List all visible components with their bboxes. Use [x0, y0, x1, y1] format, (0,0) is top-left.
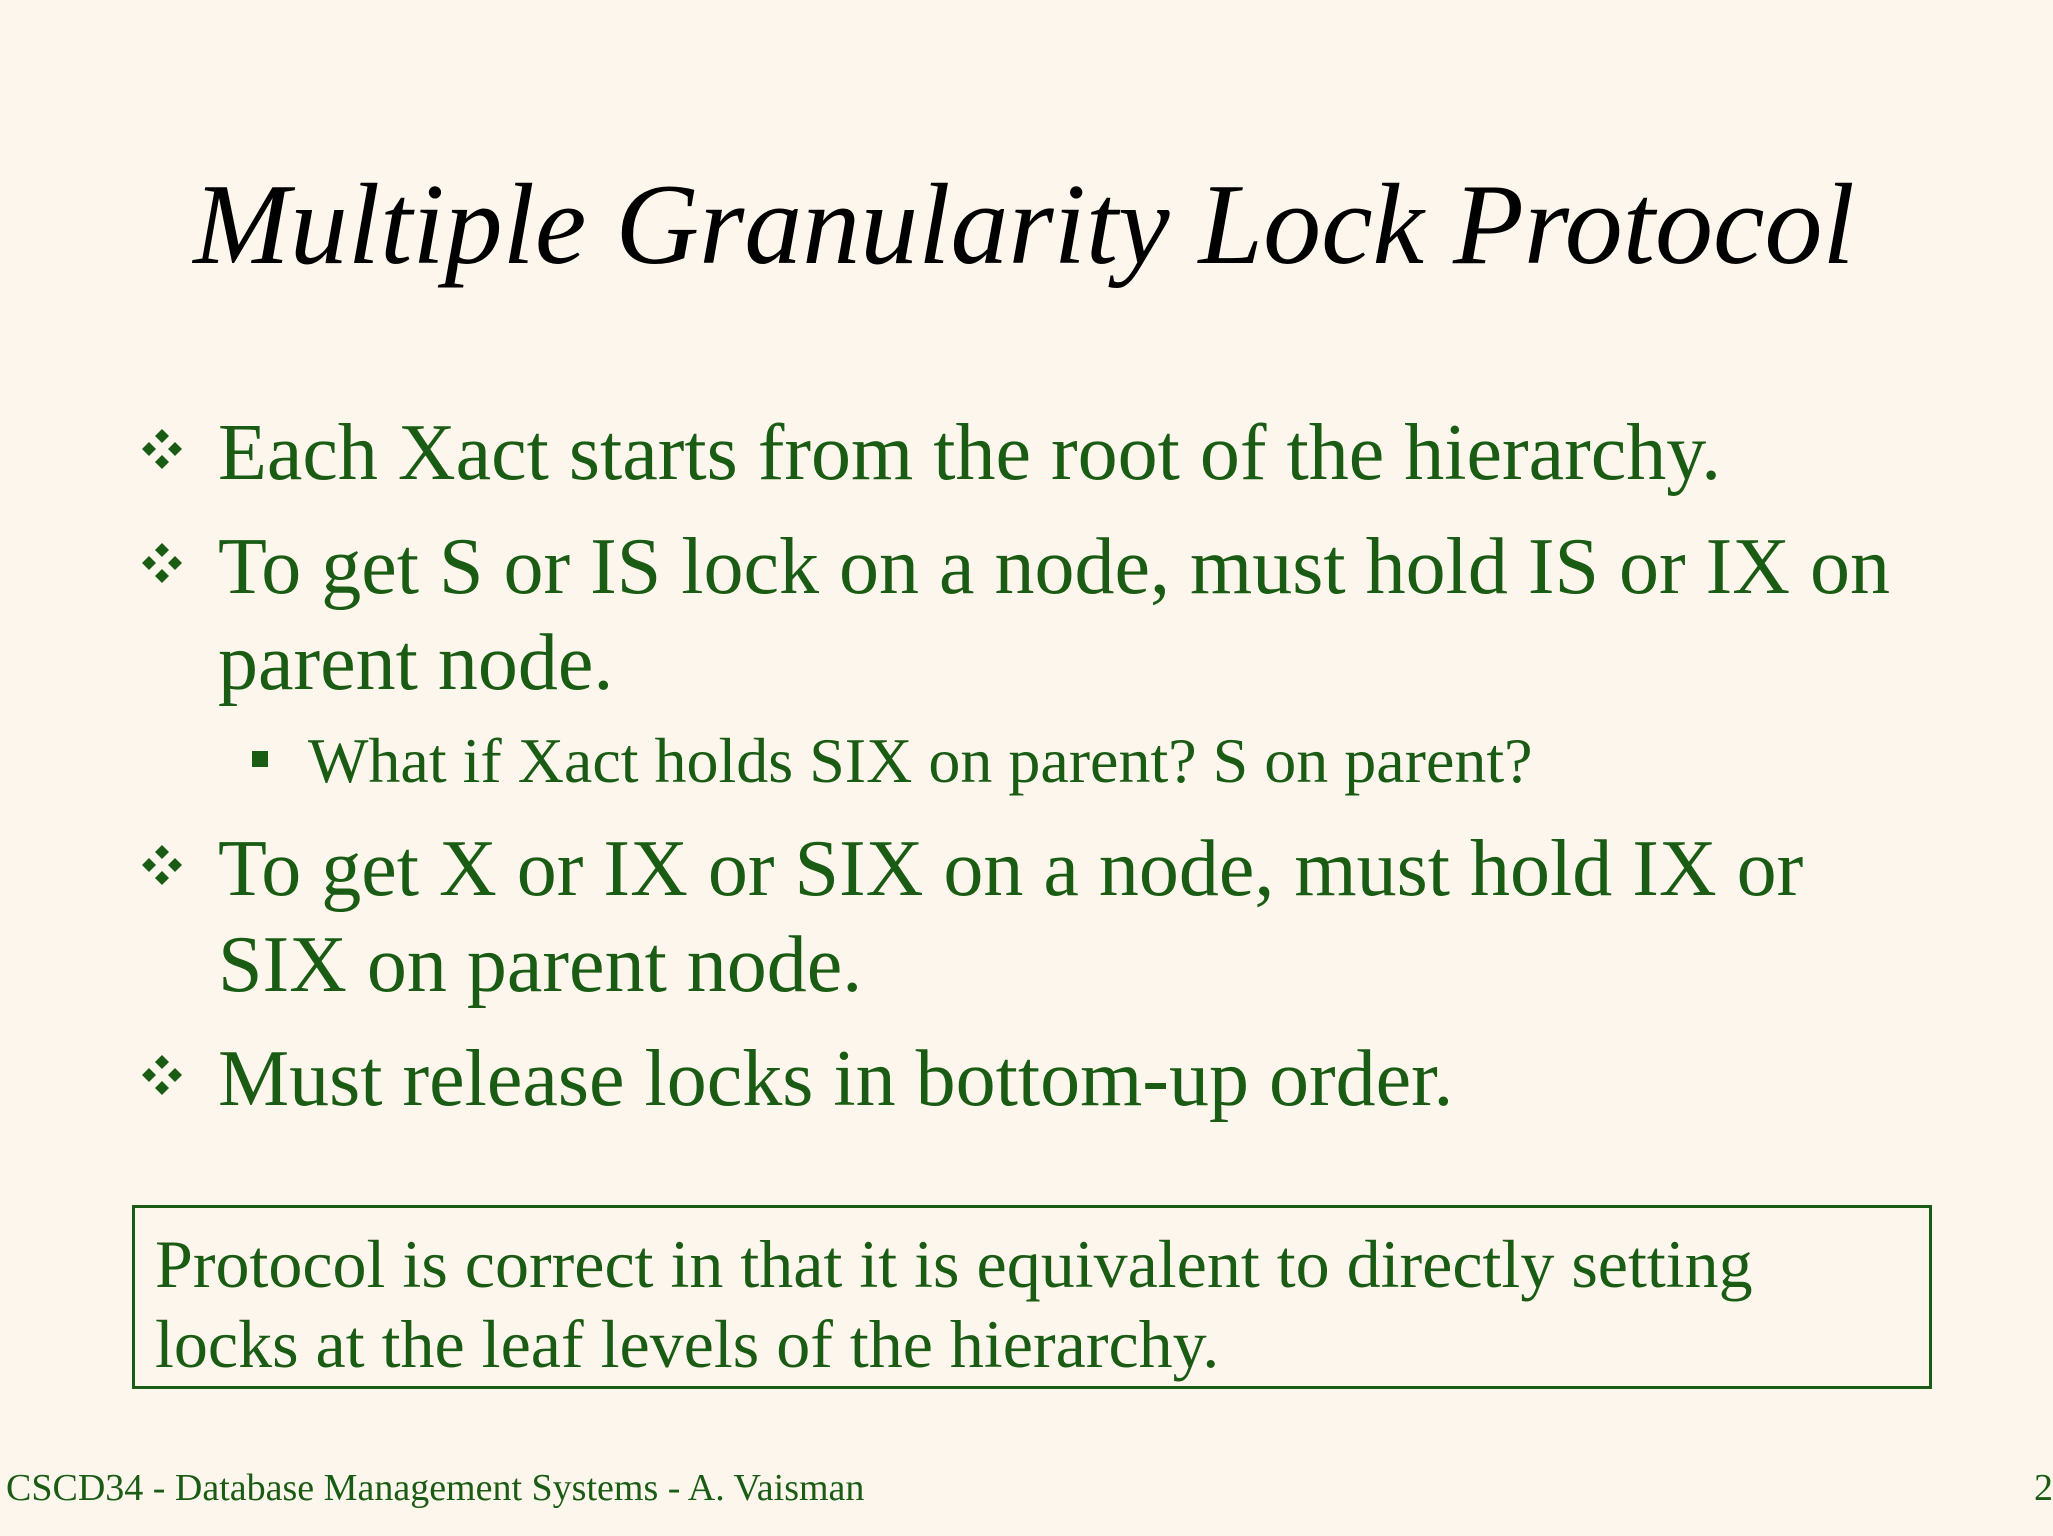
sub-bullet-item [140, 721, 1940, 801]
bullet-item [140, 1031, 1940, 1127]
diamond-quad-icon [140, 427, 184, 471]
square-icon [252, 751, 268, 767]
bullet-item [140, 821, 1940, 1013]
bullet-item [140, 519, 1940, 711]
diamond-quad-icon [140, 1053, 184, 1097]
slide-title: Multiple Granularity Lock Protocol [193, 161, 1855, 289]
page-number: 2 [2034, 1467, 2053, 1509]
footer-text: CSCD34 - Database Management Systems - A. Vaisman [6, 1467, 865, 1509]
bullet-text: Must release locks in bottom-up order. [218, 1035, 1454, 1123]
bullet-list [140, 405, 1940, 1145]
bullet-text: To get S or IS lock on a node, must hold IS or IX on parent node. [218, 523, 1891, 707]
bullet-item [140, 405, 1940, 501]
diamond-quad-icon [140, 843, 184, 887]
callout-box: Protocol is correct in that it is equivalent to directly setting locks at the leaf levels of the hierarchy. [132, 1205, 1932, 1389]
bullet-text: Each Xact starts from the root of the hierarchy. [218, 409, 1722, 497]
sub-bullet-text: What if Xact holds SIX on parent? S on parent? [308, 725, 1533, 796]
diamond-quad-icon [140, 541, 184, 585]
bullet-text: To get X or IX or SIX on a node, must hold IX or SIX on parent node. [218, 825, 1804, 1009]
